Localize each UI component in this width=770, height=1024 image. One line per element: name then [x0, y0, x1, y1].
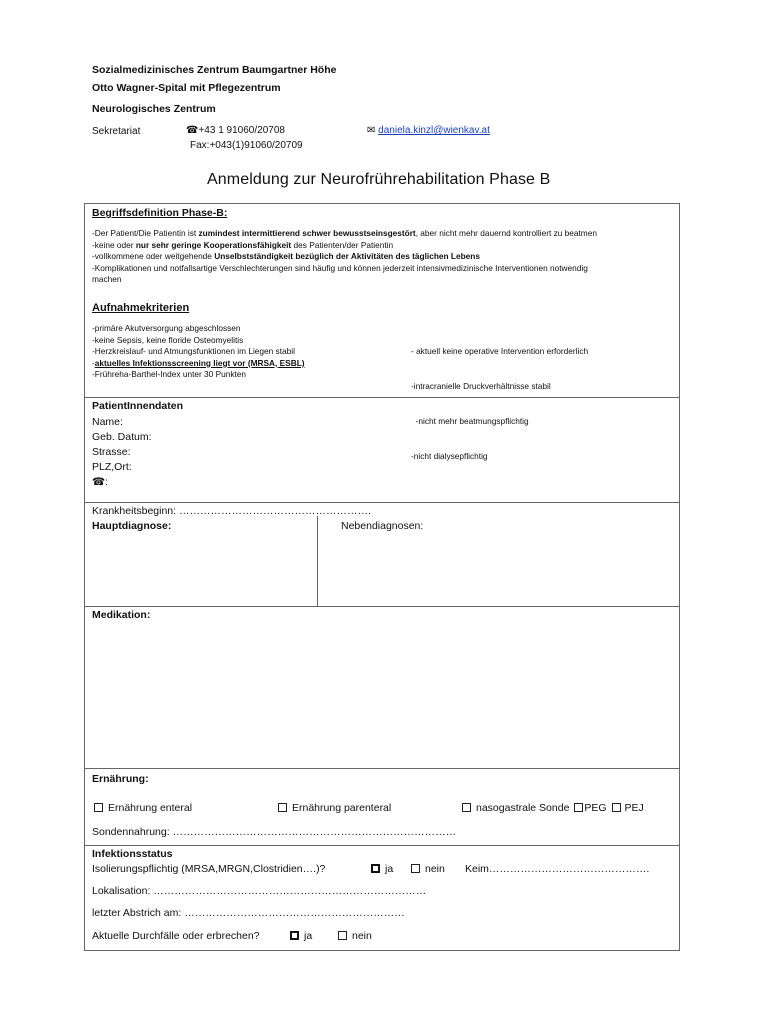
diarrhea-nein-option[interactable]: nein: [338, 930, 372, 942]
definition-line: -Komplikationen und notfallsartige Verschlechterungen sind häufig und können jederzeit intensivmedizinische Interventionen notwendig: [92, 262, 588, 273]
email-link[interactable]: daniela.kinzl@wienkav.at: [378, 125, 490, 136]
patient-heading: PatientInnendaten: [92, 400, 184, 412]
form-frame: [84, 203, 680, 951]
department-name: Neurologisches Zentrum: [92, 103, 216, 115]
criteria-item: -Herzkreislauf- und Atmungsfunktionen im Liegen stabil: [92, 346, 295, 357]
phone-icon: ☎: [186, 125, 199, 136]
phone-icon: ☎: [92, 476, 106, 488]
diarrhea-question: Aktuelle Durchfälle oder erbrechen?: [92, 930, 260, 942]
definition-line: machen: [92, 274, 122, 285]
sekretariat-label: Sekretariat: [92, 126, 141, 137]
nutrition-parenteral-option[interactable]: Ernährung parenteral: [278, 802, 391, 814]
checkbox-isolation-nein[interactable]: [411, 864, 420, 873]
localisation-field[interactable]: Lokalisation: ……………………………………………………………………: [92, 885, 427, 897]
isolation-nein-option[interactable]: nein: [411, 863, 445, 875]
divider-medication: [84, 606, 680, 607]
nutrition-label: Ernährung:: [92, 773, 149, 785]
criteria-item: -primäre Akutversorgung abgeschlossen: [92, 323, 241, 333]
checkbox-enteral[interactable]: [94, 803, 103, 812]
contact-email: [367, 125, 490, 136]
secondary-diagnosis-label: Nebendiagnosen:: [341, 520, 424, 532]
checkbox-diarrhea-ja[interactable]: [290, 931, 299, 940]
isolation-ja-option[interactable]: ja: [371, 863, 393, 875]
fax-number: Fax:+043(1)91060/20709: [190, 140, 303, 151]
germ-field[interactable]: Keim……………………………………….: [465, 863, 650, 875]
criteria-item: -nicht mehr beatmungspflichtig: [411, 415, 529, 426]
last-swab-field[interactable]: letzter Abstrich am: ………………………………………………………: [92, 907, 405, 919]
patient-name-field[interactable]: Name:: [92, 416, 123, 428]
nutrition-nasogastral-option[interactable]: nasogastrale Sonde PEG PEJ: [462, 802, 644, 814]
contact-phone: [186, 125, 285, 136]
checkbox-parenteral[interactable]: [278, 803, 287, 812]
divider-diagnosis: [84, 502, 680, 503]
definition-text: [92, 228, 677, 286]
divider-nutrition: [84, 768, 680, 769]
criteria-item: -Frühreha-Barthel-Index unter 30 Punkten: [92, 369, 247, 380]
email-icon: ✉: [367, 125, 376, 136]
criteria-right: [411, 323, 676, 474]
patient-city-field[interactable]: PLZ,Ort:: [92, 461, 132, 473]
patient-dob-field[interactable]: Geb. Datum:: [92, 431, 152, 443]
patient-phone-field[interactable]: ☎:: [92, 476, 109, 488]
hospital-name: Otto Wagner-Spital mit Pflegezentrum: [92, 82, 281, 94]
definition-line: -Der Patient/Die Patientin ist zumindest intermittierend schwer bewusstseinsgestört, aber nicht mehr dauernd kontrolliert zu beatmen: [92, 228, 597, 238]
definition-heading: Begriffsdefinition Phase-B:: [92, 207, 228, 219]
definition-line: -vollkommene oder weitgehende Unselbstständigkeit bezüglich der Aktivitäten des täglichen Lebens: [92, 251, 480, 262]
criteria-item: -intracranielle Druckverhältnisse stabil: [411, 380, 551, 391]
checkbox-diarrhea-nein[interactable]: [338, 931, 347, 940]
checkbox-nasogastral[interactable]: [462, 803, 471, 812]
patient-fields: [92, 415, 152, 490]
main-diagnosis-label: Hauptdiagnose:: [92, 520, 172, 532]
checkbox-isolation-ja[interactable]: [371, 864, 380, 873]
criteria-left: [92, 323, 392, 381]
infection-heading: Infektionsstatus: [92, 848, 173, 860]
onset-field[interactable]: Krankheitsbeginn: ……………………………………………….: [92, 505, 371, 517]
diarrhea-ja-option[interactable]: ja: [290, 930, 312, 942]
phone-number: +43 1 91060/20708: [198, 125, 285, 136]
checkbox-pej[interactable]: [612, 803, 621, 812]
criteria-item: -aktuelles Infektionsscreening liegt vor (MRSA, ESBL): [92, 357, 305, 368]
isolation-question: Isolierungspflichtig (MRSA,MRGN,Clostridien….)?: [92, 863, 326, 875]
divider-diagnosis-vertical: [317, 516, 318, 606]
criteria-heading: Aufnahmekriterien: [92, 302, 190, 314]
tube-feeding-field[interactable]: Sondennahrung: ………………………………………………………………………: [92, 826, 457, 838]
patient-street-field[interactable]: Strasse:: [92, 446, 131, 458]
medication-label: Medikation:: [92, 609, 151, 621]
divider-infection: [84, 845, 680, 846]
org-name: Sozialmedizinisches Zentrum Baumgartner Höhe: [92, 64, 337, 76]
form-title: Anmeldung zur Neurofrührehabilitation Phase B: [207, 171, 551, 188]
criteria-item: -nicht dialysepflichtig: [411, 450, 488, 461]
nutrition-enteral-option[interactable]: Ernährung enteral: [94, 802, 192, 814]
criteria-item: -keine Sepsis, keine floride Osteomyelitis: [92, 334, 244, 345]
checkbox-peg[interactable]: [574, 803, 583, 812]
definition-line: -keine oder nur sehr geringe Kooperationsfähigkeit des Patienten/der Patientin: [92, 239, 394, 250]
criteria-item: - aktuell keine operative Intervention erforderlich: [411, 346, 589, 357]
